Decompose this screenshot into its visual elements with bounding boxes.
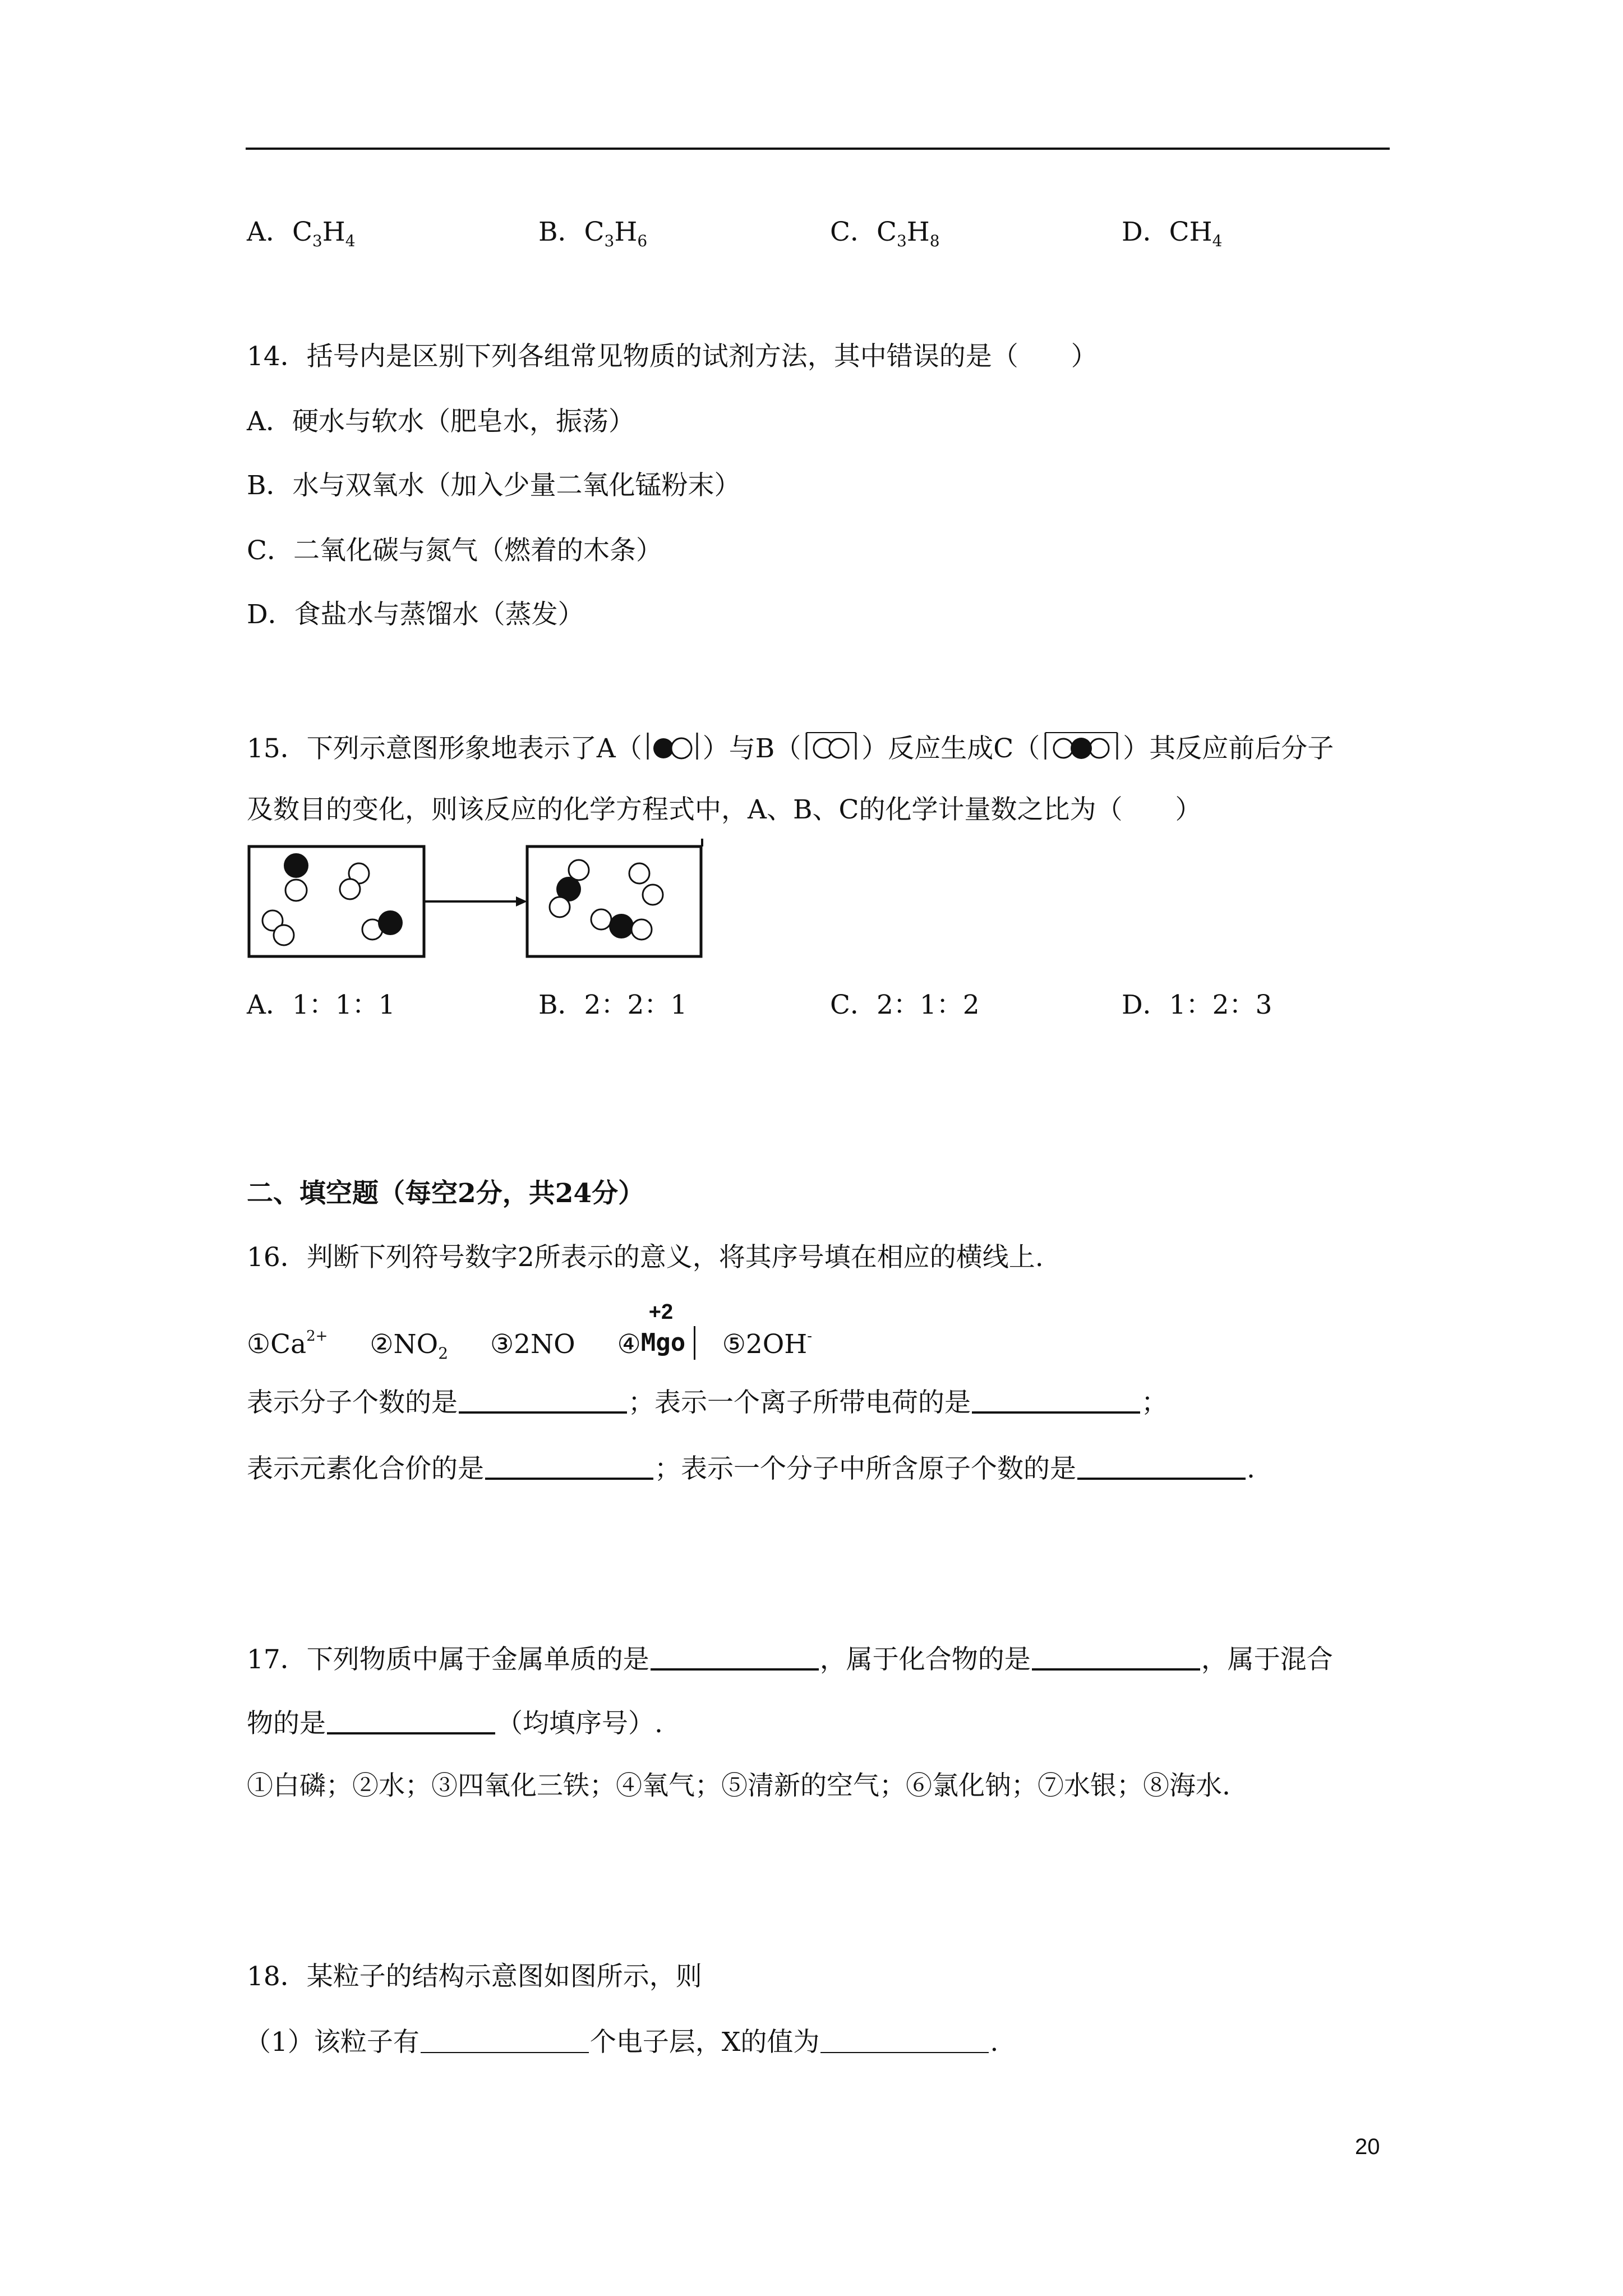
q15-stem-line2: 及数目的变化，则该反应的化学方程式中，A、B、C的化学计量数之比为（ ） [247,794,1202,825]
q15-option-b: B．2：2：1 [538,990,688,1020]
q16-stem: 16．判断下列符号数字2所表示的意义，将其序号填在相应的横线上. [247,1242,1044,1273]
mg-valence-symbol: +2 Mgo [641,1318,697,1363]
q18-line1: （1）该粒子有 个电子层，X的值为 . [245,2027,999,2058]
q15-stem-line1: 15．下列示意图形象地表示了A（ ）与B（ ）反应生成C（ ）其反应前后分子 [247,729,1334,763]
q16-symbols: $①Ca^{2+}$ $②NO_2$ ③2NO ④ +2 Mgo ⑤2OH- [247,1300,813,1363]
q14-option-a: A．硬水与软水（肥皂水，振荡） [247,406,635,437]
blank-mixture[interactable] [327,1708,495,1734]
q18-stem: 18．某粒子的结构示意图如图所示，则 [247,1961,702,1992]
section-title: 二、填空题（每空2分，共24分） [247,1178,645,1209]
molecule-b-icon [803,729,859,763]
q14-option-c: C．二氧化碳与氮气（燃着的木条） [247,535,662,566]
q13-option-a: A．$C_3H_4$ [247,217,356,250]
q13-option-c: C．$C_3H_8$ [830,217,940,250]
q14-option-d: D．食盐水与蒸馏水（蒸发） [247,599,584,630]
q16-answer-line2: 表示元素化合价的是 ；表示一个分子中所含原子个数的是 . [247,1453,1255,1484]
q13-option-d: D．$CH_4$ [1122,217,1223,250]
q15-option-c: C．2：1：2 [830,990,980,1020]
molecule-a-icon [644,729,700,763]
blank-compound[interactable] [1032,1644,1200,1671]
header-rule [246,148,1390,150]
q17-line1: 17．下列物质中属于金属单质的是 ，属于化合物的是 ，属于混合 [247,1644,1333,1675]
blank-molecule-count[interactable] [459,1387,627,1414]
blank-metal-element[interactable] [651,1644,819,1671]
molecule-c-icon [1042,729,1121,763]
blank-electron-shells[interactable] [421,2027,589,2053]
blank-x-value[interactable] [820,2027,989,2053]
q14-option-b: B．水与双氧水（加入少量二氧化锰粉末） [247,470,741,501]
q17-line3: ①白磷；②水；③四氧化三铁；④氧气；⑤清新的空气；⑥氯化钠；⑦水银；⑧海水. [247,1770,1230,1801]
blank-valence[interactable] [485,1453,653,1480]
q16-answer-line1: 表示分子个数的是 ；表示一个离子所带电荷的是 ； [247,1387,1168,1418]
blank-ion-charge[interactable] [972,1387,1140,1414]
blank-atom-count[interactable] [1077,1453,1246,1480]
page-number: 20 [1355,2134,1380,2159]
reaction-diagram [247,839,707,959]
q15-option-a: A．1：1：1 [247,990,395,1020]
q17-line2: 物的是 （均填序号）. [247,1708,663,1739]
q13-option-b: B．$C_3H_6$ [538,217,648,250]
q15-option-d: D．1：2：3 [1122,990,1272,1020]
q14-stem: 14．括号内是区别下列各组常见物质的试剂方法，其中错误的是（ ） [247,341,1098,372]
